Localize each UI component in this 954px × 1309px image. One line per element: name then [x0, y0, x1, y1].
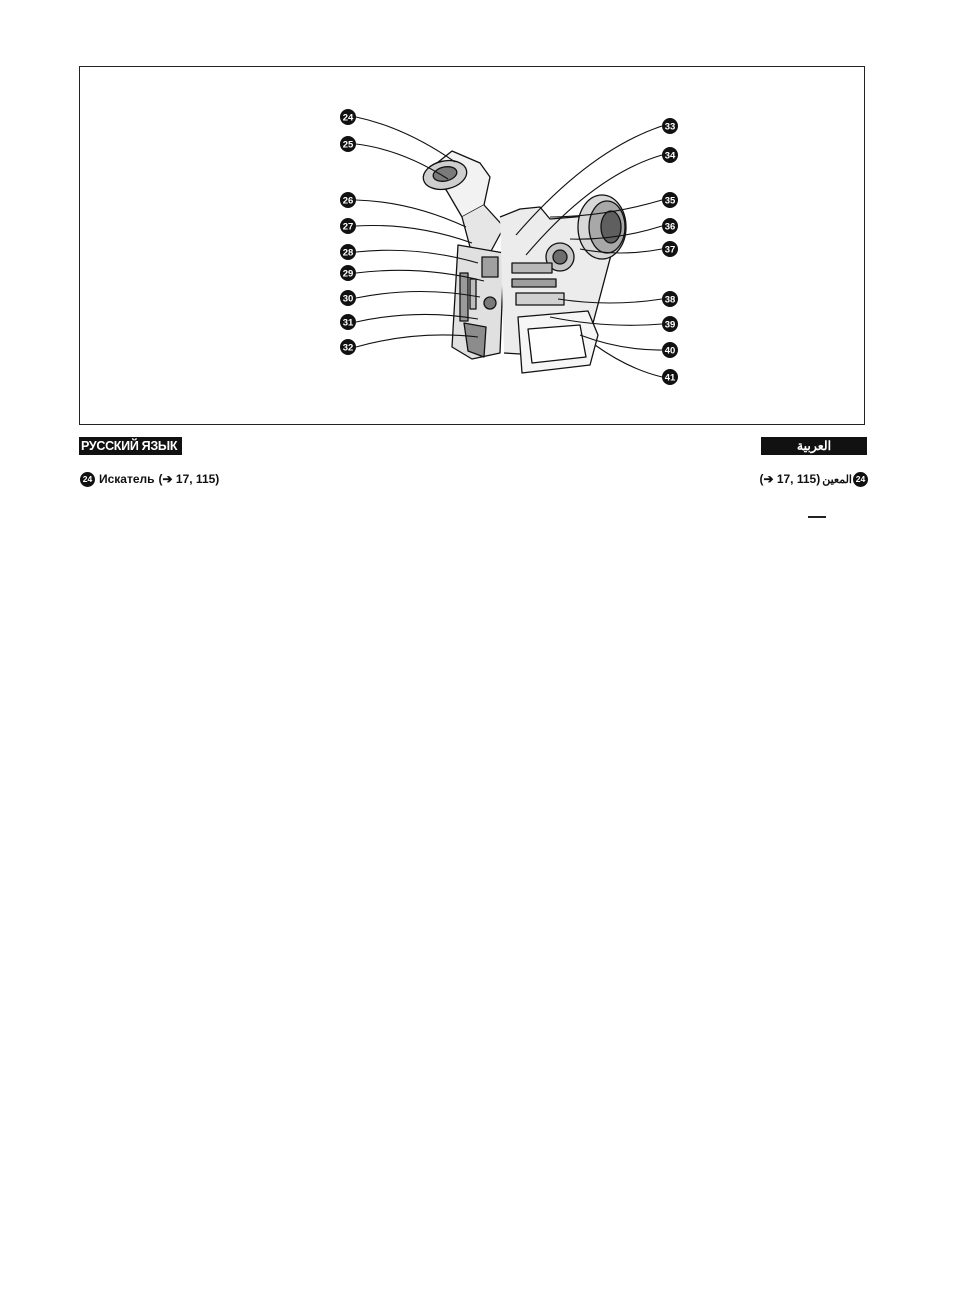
callout-28 [340, 244, 356, 260]
callout-41 [662, 369, 678, 385]
camcorder-diagram [80, 67, 866, 426]
callout-number: 36 [664, 221, 676, 233]
callout-36 [662, 218, 678, 234]
arabic-section-heading: العربية [761, 437, 867, 455]
left-callouts [340, 109, 356, 355]
item-name: المعين [822, 473, 852, 486]
russian-section-heading: РУССКИЙ ЯЗЫК [79, 437, 182, 455]
right-callouts [662, 118, 678, 385]
callout-30 [340, 290, 356, 306]
callout-40 [662, 342, 678, 358]
callout-number: 35 [664, 195, 676, 207]
item-name: Искатель [99, 472, 155, 486]
callout-number: 41 [664, 372, 676, 384]
callout-number: 28 [342, 247, 354, 259]
leader-line [356, 225, 472, 243]
callout-number: 30 [342, 293, 354, 305]
russian-item-24 [80, 471, 219, 487]
callout-34 [662, 147, 678, 163]
callout-38 [662, 291, 678, 307]
callout-number: 26 [342, 195, 354, 207]
item-number-badge: 24 [80, 472, 95, 487]
callout-39 [662, 316, 678, 332]
callout-number: 25 [342, 139, 354, 151]
item-page-ref: (➔ 17, 115) [759, 472, 821, 486]
callout-26 [340, 192, 356, 208]
callout-number: 32 [342, 342, 354, 354]
callout-number: 38 [664, 294, 676, 306]
separator-dash [808, 516, 826, 518]
item-page-ref: (➔ 17, 115) [158, 472, 220, 486]
callout-number: 27 [342, 221, 354, 233]
callout-27 [340, 218, 356, 234]
callout-number: 29 [342, 268, 354, 280]
callout-number: 39 [664, 319, 676, 331]
arabic-item-24 [759, 471, 868, 487]
callout-number: 33 [664, 121, 676, 133]
callout-number: 40 [664, 345, 676, 357]
figure-frame [79, 66, 865, 425]
callout-25 [340, 136, 356, 152]
callout-number: 34 [664, 150, 676, 162]
callout-number: 37 [664, 244, 676, 256]
callout-number: 31 [342, 317, 354, 329]
callout-31 [340, 314, 356, 330]
callout-37 [662, 241, 678, 257]
callout-number: 24 [342, 112, 354, 124]
item-number-badge: 24 [853, 472, 868, 487]
callout-24 [340, 109, 356, 125]
callout-35 [662, 192, 678, 208]
leader-line [356, 200, 466, 227]
leader-line [356, 117, 455, 162]
callout-33 [662, 118, 678, 134]
callout-29 [340, 265, 356, 281]
callout-32 [340, 339, 356, 355]
